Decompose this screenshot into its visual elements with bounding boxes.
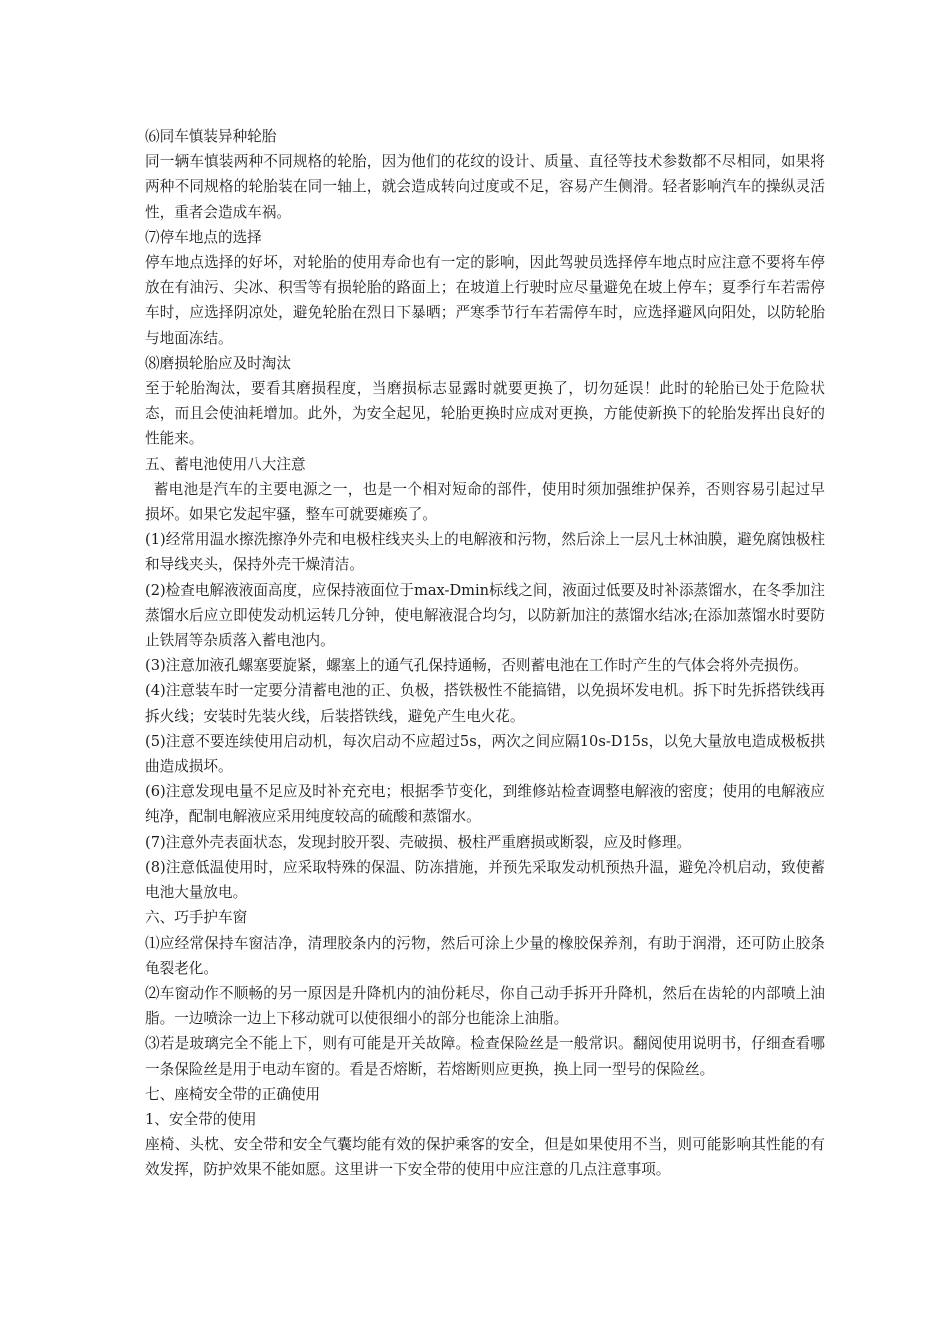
- list-item-battery-2: (2)检查电解液液面高度，应保持液面位于max-Dmin标线之间，液面过低要及时补添蒸馏水，在冬季加注蒸馏水后应立即使发动机运转几分钟，使电解液混合均匀，以防新加注的蒸馏水结冰;在添加蒸馏水时要防止铁屑等杂质落入蓄电池内。: [145, 581, 825, 650]
- paragraph-parking-location: 停车地点选择的好坏，对轮胎的使用寿命也有一定的影响，因此驾驶员选择停车地点时应注意不要将车停放在有油污、尖冰、积雪等有损轮胎的路面上；在坡道上行驶时应尽量避免在坡上停车；夏季行车若需停车时，应选择阴凉处，避免轮胎在烈日下暴晒；严寒季节行车若需停车时，应选择避风向阳处，以防轮胎与地面冻结。: [145, 254, 825, 347]
- list-item-windows-1: ⑴应经常保持车窗洁净，清理胶条内的污物，然后可涂上少量的橡胶保养剂，有助于润滑，还可防止胶条龟裂老化。: [145, 934, 825, 977]
- paragraph-seatbelt: 座椅、头枕、安全带和安全气囊均能有效的保护乘客的安全，但是如果使用不当，则可能影响其性能的有效发挥，防护效果不能如愿。这里讲一下安全带的使用中应注意的几点注意事项。: [145, 1136, 825, 1179]
- section-heading-battery: 五、蓄电池使用八大注意: [145, 455, 306, 473]
- list-item-windows-3: ⑶若是玻璃完全不能上下，则有可能是开关故障。检查保险丝是一般常识。翻阅使用说明书，仔细查看哪一条保险丝是用于电动车窗的。看是否熔断，若熔断则应更换，换上同一型号的保险丝。: [145, 1035, 825, 1078]
- list-item-battery-8: (8)注意低温使用时，应采取特殊的保温、防冻措施，并预先采取发动机预热升温，避免冷机启动，致使蓄电池大量放电。: [145, 858, 825, 902]
- paragraph-worn-tires: 至于轮胎淘汰，要看其磨损程度，当磨损标志显露时就要更换了，切勿延误！此时的轮胎已处于危险状态，而且会使油耗增加。此外，为安全起见，轮胎更换时应成对更换，方能使新换下的轮胎发挥出良好的性能来。: [145, 380, 825, 448]
- list-item-battery-4: (4)注意装车时一定要分清蓄电池的正、负极，搭铁极性不能搞错，以免损坏发电机。拆下时先拆搭铁线再拆火线；安装时先装火线，后装搭铁线，避免产生电火花。: [145, 682, 825, 725]
- list-item-battery-6: (6)注意发现电量不足应及时补充充电；根据季节变化，到维修站检查调整电解液的密度；使用的电解液应纯净，配制电解液应采用纯度较高的硫酸和蒸馏水。: [145, 783, 825, 826]
- heading-worn-tires: ⑻磨损轮胎应及时淘汰: [145, 354, 291, 372]
- list-item-battery-7: (7)注意外壳表面状态，发现封胶开裂、壳破损、极柱严重磨损或断裂，应及时修理。: [145, 833, 692, 851]
- heading-mixed-tires: ⑹同车慎装异种轮胎: [145, 128, 277, 145]
- list-item-windows-2: ⑵车窗动作不顺畅的另一原因是升降机内的油份耗尽，你自己动手拆开升降机，然后在齿轮的内部喷上油脂。一边喷涂一边上下移动就可以使很细小的部分也能涂上油脂。: [145, 984, 825, 1028]
- paragraph-mixed-tires: 同一辆车慎装两种不同规格的轮胎，因为他们的花纹的设计、质量、直径等技术参数都不尽相同，如果将两种不同规格的轮胎装在同一轴上，就会造成转向过度或不足，容易产生侧滑。轻者影响汽车的操纵灵活性，重者会造成车祸。: [145, 153, 825, 221]
- document-page: [145, 124, 825, 1183]
- heading-parking-location: ⑺停车地点的选择: [145, 228, 262, 246]
- list-item-battery-5: (5)注意不要连续使用启动机，每次启动不应超过5s，两次之间应隔10s-D15s，以免大量放电造成极板拱曲造成损坏。: [145, 732, 825, 776]
- section-heading-windows: 六、巧手护车窗: [145, 909, 248, 927]
- subheading-seatbelt-use: 1、安全带的使用: [145, 1110, 257, 1128]
- section-heading-seatbelt: 七、座椅安全带的正确使用: [145, 1085, 321, 1103]
- list-item-battery-1: (1)经常用温水擦洗擦净外壳和电极柱线夹头上的电解液和污物，然后涂上一层凡士林油膜，避免腐蚀极柱和导线夹头，保持外壳干燥清洁。: [145, 531, 825, 574]
- list-item-battery-3: (3)注意加液孔螺塞要旋紧，螺塞上的通气孔保持通畅，否则蓄电池在工作时产生的气体会将外壳损伤。: [145, 657, 808, 675]
- paragraph-battery-intro: 蓄电池是汽车的主要电源之一，也是一个相对短命的部件，使用时须加强维护保养，否则容易引起过早损坏。如果它发起牢骚，整车可就要瘫痪了。: [145, 480, 825, 524]
